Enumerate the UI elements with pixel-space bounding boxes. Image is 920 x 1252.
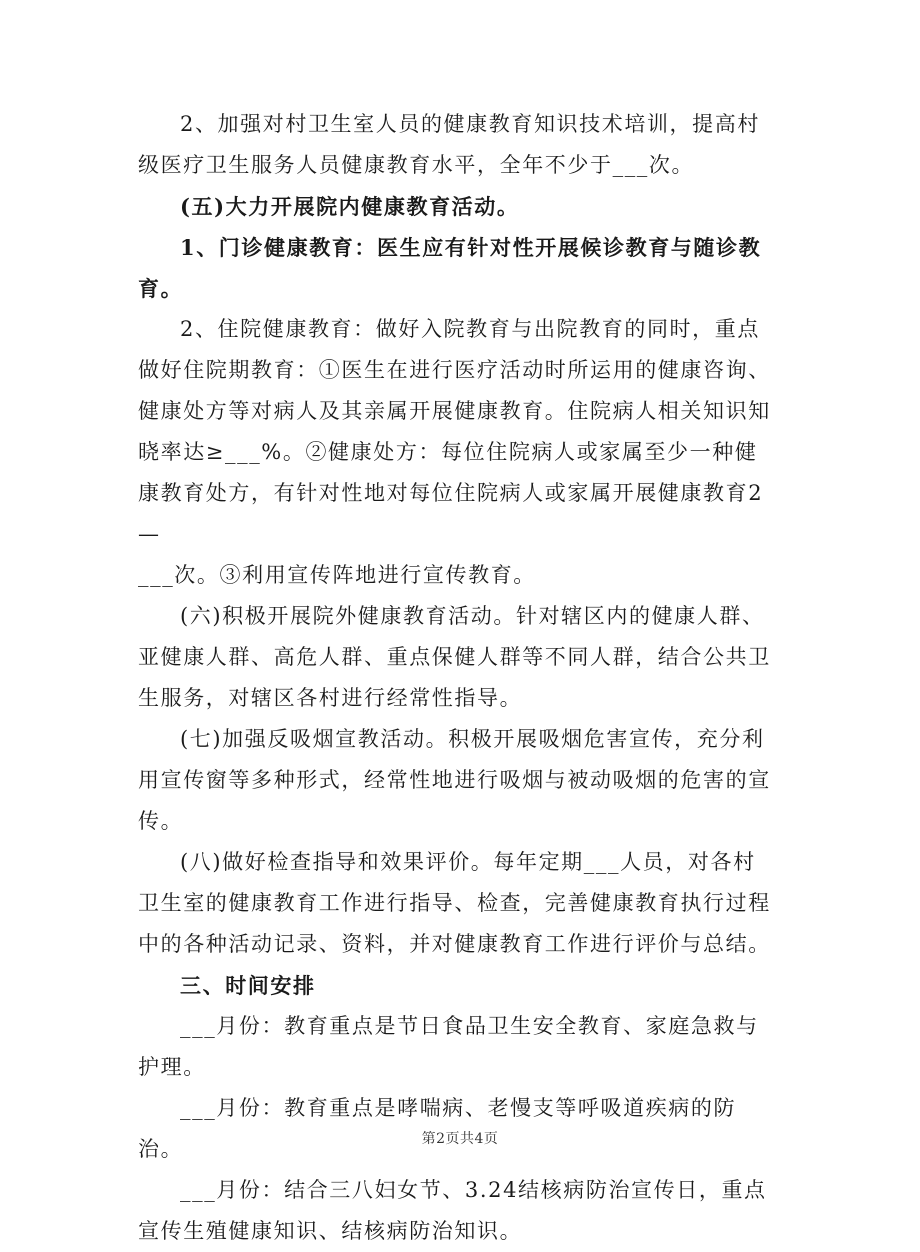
schedule-item-3: ___月份：结合三八妇女节、3.24结核病防治宣传日，重点宣传生殖健康知识、结核病防治知识。 (138, 1178, 767, 1243)
section-six: (六)积极开展院外健康教育活动。针对辖区内的健康人群、亚健康人群、高危人群、重点保健人群等不同人群，结合公共卫生服务，对辖区各村进行经常性指导。 (138, 604, 771, 710)
paragraph-outpatient-education: 1、门诊健康教育：医生应有针对性开展候诊教育与随诊教育。 (138, 235, 762, 301)
schedule-item-2: ___月份：教育重点是哮喘病、老慢支等呼吸道疾病的防治。 (138, 1096, 737, 1161)
paragraph-inpatient-education: 2、住院健康教育：做好入院教育与出院教育的同时，重点做好住院期教育：①医生在进行医疗活动时所运用的健康咨询、健康处方等对病人及其亲属开展健康教育。住院病人相关知识知晓率达≥___%。②健康处方：每位住院病人或家属至少一种健康教育处方，有针对性地对每位住院病人或家属开展健康教育2— (138, 317, 771, 546)
section-heading-five: (五)大力开展院内健康教育活动。 (180, 194, 520, 219)
paragraph-inpatient-continued: ___次。③利用宣传阵地进行宣传教育。 (138, 563, 536, 587)
section-heading-schedule: 三、时间安排 (180, 973, 316, 998)
document-body (138, 104, 778, 1252)
section-seven: (七)加强反吸烟宣教活动。积极开展吸烟危害宣传，充分利用宣传窗等多种形式，经常性地进行吸烟与被动吸烟的危害的宣传。 (138, 727, 771, 833)
section-eight: (八)做好检查指导和效果评价。每年定期___人员，对各村卫生室的健康教育工作进行指导、检查，完善健康教育执行过程中的各种活动记录、资料，并对健康教育工作进行评价与总结。 (138, 850, 771, 956)
paragraph-training: 2、加强对村卫生室人员的健康教育知识技术培训，提高村级医疗卫生服务人员健康教育水平，全年不少于___次。 (138, 112, 760, 177)
schedule-item-1: ___月份：教育重点是节日食品卫生安全教育、家庭急救与护理。 (138, 1014, 759, 1079)
page-number: 第2页共4页 (421, 1131, 499, 1147)
